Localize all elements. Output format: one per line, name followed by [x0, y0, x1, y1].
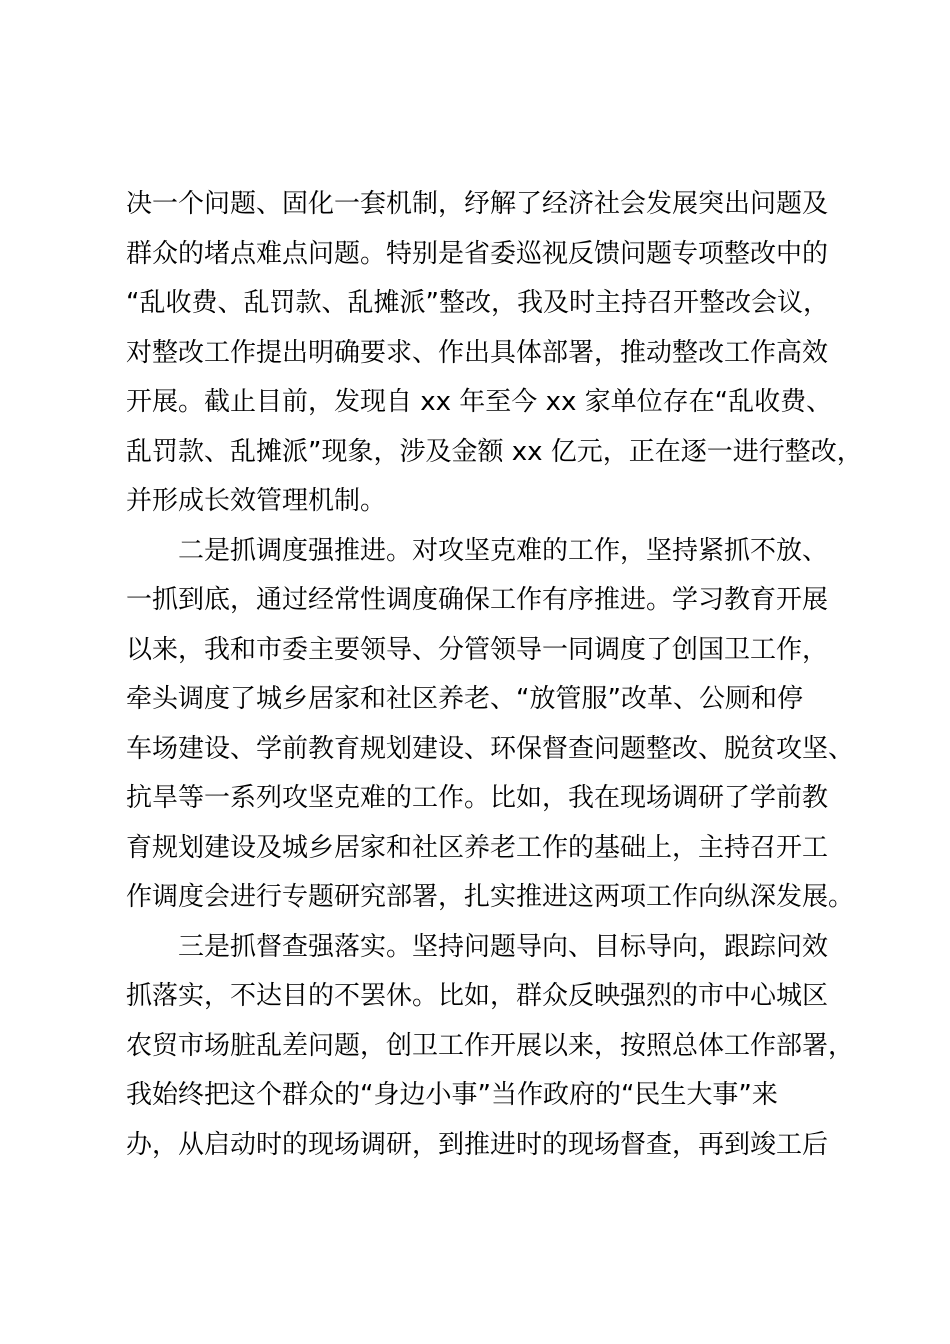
text-line: 作调度会进行专题研究部署，扎实推进这两项工作向纵深发展。 [126, 882, 855, 912]
text-line: 抓落实，不达目的不罢休。比如，群众反映强烈的市中心城区 [126, 981, 829, 1011]
text-line: 以来，我和市委主要领导、分管领导一同调度了创国卫工作， [126, 634, 829, 665]
text-line: 抗旱等一系列攻坚克难的工作。比如，我在现场调研了学前教 [126, 783, 829, 813]
text-line: 开展。截止目前，发现自 xx 年至今 xx 家单位存在“乱收费、 [126, 387, 833, 417]
paragraph-start-line: 三是抓督查强落实。坚持问题导向、目标导向，跟踪问效 [178, 931, 829, 962]
document-body [126, 180, 863, 1170]
text-line: 一抓到底，通过经常性调度确保工作有序推进。学习教育开展 [126, 585, 829, 615]
text-line: 并形成长效管理机制。 [126, 486, 387, 516]
text-line: 农贸市场脏乱差问题，创卫工作开展以来，按照总体工作部署， [126, 1030, 855, 1061]
text-line: 我始终把这个群众的“身边小事”当作政府的“民生大事”来 [126, 1080, 778, 1110]
text-line: 决一个问题、固化一套机制，纾解了经济社会发展突出问题及 [126, 189, 829, 219]
text-line: 群众的堵点难点问题。特别是省委巡视反馈问题专项整改中的 [126, 238, 829, 269]
text-line: 车场建设、学前教育规划建设、环保督查问题整改、脱贫攻坚、 [126, 733, 855, 764]
paragraph-start-line: 二是抓调度强推进。对攻坚克难的工作，坚持紧抓不放、 [178, 535, 829, 566]
text-line: 办，从启动时的现场调研，到推进时的现场督查，再到竣工后 [126, 1129, 829, 1160]
text-line: 育规划建设及城乡居家和社区养老工作的基础上，主持召开工 [126, 832, 829, 863]
text-line: 对整改工作提出明确要求、作出具体部署，推动整改工作高效 [126, 337, 829, 368]
text-line: 乱罚款、乱摊派”现象，涉及金额 xx 亿元，正在逐一进行整改， [126, 436, 863, 467]
text-line: “乱收费、乱罚款、乱摊派”整改，我及时主持召开整改会议， [126, 288, 829, 318]
text-line: 牵头调度了城乡居家和社区养老、“放管服”改革、公厕和停 [126, 684, 803, 714]
